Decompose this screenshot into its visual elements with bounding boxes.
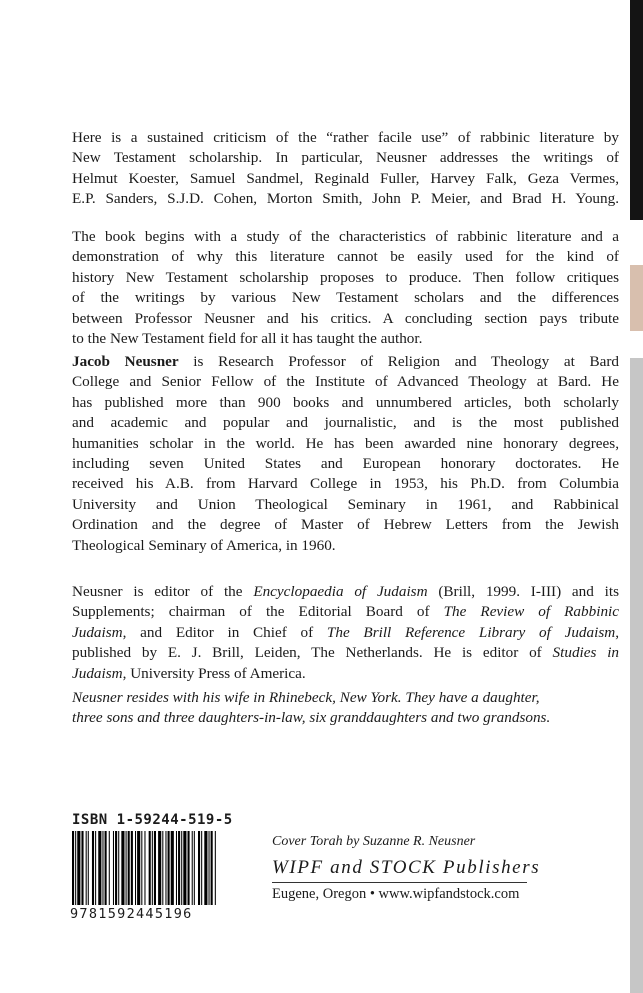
text-line: published by E. J. Brill, Leiden, The Netherlands. He is editor of Studies in — [72, 644, 620, 662]
barcode-bar — [168, 831, 170, 905]
text-line: The book begins with a study of the characteristics of rabbinic literature and a — [72, 228, 619, 245]
publisher-name: WIPF and STOCK Publishers — [272, 857, 541, 878]
barcode-bar — [81, 831, 83, 905]
barcode-bar — [75, 831, 76, 905]
barcode-bar — [88, 831, 89, 905]
barcode-bar — [158, 831, 161, 905]
barcode-bar — [176, 831, 177, 905]
text-line: demonstration of why this literature cannot be easily used for the kind of — [72, 248, 619, 266]
barcode-bar — [118, 831, 119, 905]
barcode-bar — [131, 831, 133, 905]
text-line: Theological Seminary of America, in 1960. — [72, 536, 336, 554]
text-line: humanities scholar in the world. He has been awarded nine honorary degrees, — [72, 434, 619, 452]
text-line: including seven United States and European honorary doctorates. He — [72, 455, 619, 473]
barcode-bar — [105, 831, 107, 905]
barcode-bar — [126, 831, 127, 905]
barcode-bar — [102, 831, 103, 905]
text-line: three sons and three daughters-in-law, six granddaughters and two grandsons. — [72, 709, 551, 727]
barcode-bar — [165, 831, 166, 905]
barcode-bar — [115, 831, 117, 905]
barcode-bar — [86, 831, 87, 905]
barcode-bar — [215, 831, 216, 905]
barcode-bar — [128, 831, 130, 905]
barcode-bar — [183, 831, 186, 905]
text-line: to the New Testament field for all it has taught the author. — [72, 330, 423, 348]
text-line: New Testament scholarship. In particular, Neusner addresses the writings of — [72, 149, 619, 167]
text-line: Neusner is editor of the Encyclopaedia of Judaism (Brill, 1999. I-III) and its — [72, 583, 619, 600]
text-line: Supplements; chairman of the Editorial Board of The Review of Rabbinic — [72, 603, 619, 621]
barcode-bar — [141, 831, 142, 905]
barcode-bar — [152, 831, 153, 905]
text-line: and academic and popular and journalistic, and is the most published — [72, 414, 619, 432]
description-paragraph-2 — [72, 227, 619, 349]
barcode-bar — [98, 831, 101, 905]
barcode-bar — [171, 831, 174, 905]
text-line: College and Senior Fellow of the Institute of Advanced Theology at Bard. He — [72, 373, 619, 391]
text-line: University and Union Theological Seminary in 1961, and Rabbinical — [72, 495, 619, 513]
barcode-bar — [194, 831, 195, 905]
text-line: received his A.B. from Harvard College in 1953, his Ph.D. from Columbia — [72, 475, 619, 493]
text-line: Neusner resides with his wife in Rhinebeck, New York. They have a daughter, — [72, 689, 540, 706]
barcode-bar — [137, 831, 140, 905]
barcode-bar — [178, 831, 180, 905]
spine-strip-dark — [630, 0, 643, 220]
author-bio-paragraph — [72, 352, 619, 556]
isbn-label: ISBN 1-59244-519-5 — [72, 812, 233, 828]
publisher-divider — [272, 882, 527, 883]
barcode-bar — [181, 831, 182, 905]
barcode-bar — [109, 831, 110, 905]
barcode-bar — [154, 831, 156, 905]
text-line: Helmut Koester, Samuel Sandmel, Reginald Fuller, Harvey Falk, Geza Vermes, — [72, 169, 619, 187]
editor-paragraph — [72, 582, 619, 684]
barcode — [72, 831, 219, 905]
text-line: history New Testament scholarship proposes to produce. Then follow critiques — [72, 268, 619, 286]
text-line: Ordination and the degree of Master of Hebrew Letters from the Jewish — [72, 516, 619, 534]
barcode-bar — [144, 831, 145, 905]
barcode-bar — [92, 831, 94, 905]
barcode-bar — [149, 831, 151, 905]
text-line: Here is a sustained criticism of the “rather facile use” of rabbinic literature by — [72, 129, 619, 146]
description-paragraph-1 — [72, 128, 619, 210]
author-name: Jacob Neusner — [72, 353, 179, 370]
barcode-bar — [201, 831, 202, 905]
text-line: Judaism, and Editor in Chief of The Brill Reference Library of Judaism, — [72, 623, 619, 641]
barcode-bar — [113, 831, 114, 905]
cover-credit: Cover Torah by Suzanne R. Neusner — [272, 834, 476, 849]
barcode-bar — [77, 831, 80, 905]
barcode-bar — [211, 831, 213, 905]
residence-paragraph — [72, 688, 619, 729]
text-line: E.P. Sanders, S.J.D. Cohen, Morton Smith, John P. Meier, and Brad H. Young. — [72, 190, 619, 208]
barcode-bar — [188, 831, 190, 905]
text-line: of the writings by various New Testament scholars and the differences — [72, 289, 619, 307]
text-line: between Professor Neusner and his critics. A concluding section pays tribute — [72, 309, 619, 327]
barcode-digits: 9781592445196 — [70, 906, 193, 922]
text-line: Jacob Neusner is Research Professor of Religion and Theology at Bard — [72, 353, 619, 370]
text-line: has published more than 900 books and unnumbered articles, both scholarly — [72, 393, 619, 411]
text-line: Judaism, University Press of America. — [72, 664, 306, 682]
publisher-location: Eugene, Oregon • www.wipfandstock.com — [272, 886, 520, 902]
spine-strip-grey — [630, 358, 643, 993]
barcode-bar — [95, 831, 96, 905]
barcode-bar — [192, 831, 193, 905]
barcode-bar — [135, 831, 136, 905]
barcode-bar — [209, 831, 210, 905]
barcode-bar — [198, 831, 200, 905]
barcode-bar — [204, 831, 207, 905]
spine-strip-tan — [630, 265, 643, 331]
barcode-bar — [121, 831, 124, 905]
barcode-bar — [162, 831, 163, 905]
barcode-bar — [72, 831, 74, 905]
